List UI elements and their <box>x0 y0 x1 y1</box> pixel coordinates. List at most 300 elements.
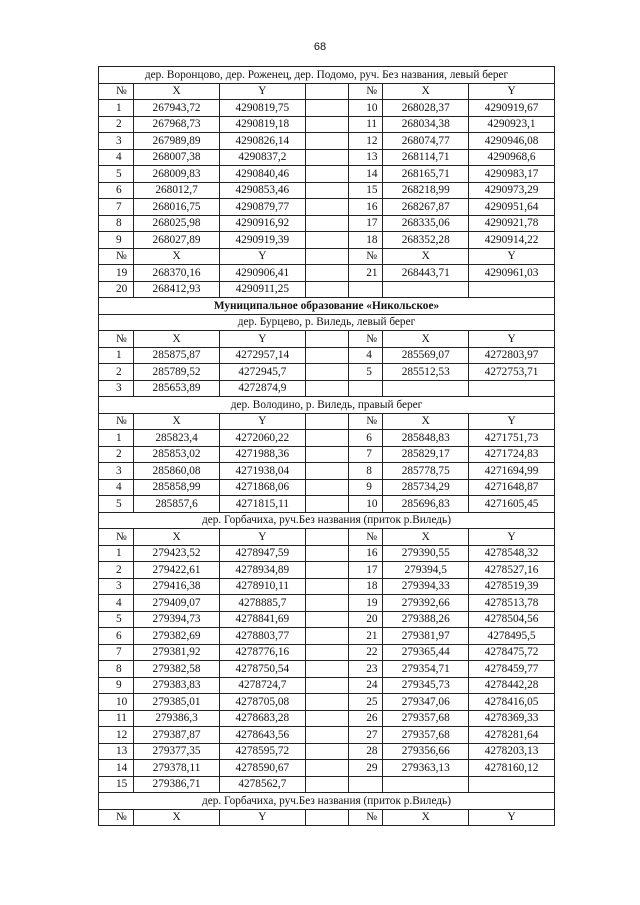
table-header-row <box>99 529 555 546</box>
y-coordinate: 4278705,08 <box>219 694 305 711</box>
table-row <box>99 133 555 150</box>
y-coordinate: 4290853,46 <box>219 182 305 199</box>
spacer-cell <box>305 644 348 661</box>
point-number: 8 <box>349 463 383 480</box>
y-coordinate: 4271815,11 <box>219 496 305 513</box>
x-coordinate: 279388,26 <box>383 611 469 628</box>
y-coordinate <box>469 380 555 397</box>
x-coordinate: 268074,77 <box>383 133 469 150</box>
x-coordinate: 279394,33 <box>383 578 469 595</box>
subsection-title-row <box>99 512 555 529</box>
y-coordinate: 4290914,22 <box>469 232 555 249</box>
y-coordinate: 4290819,75 <box>219 100 305 117</box>
point-number: 2 <box>99 446 134 463</box>
point-number: 5 <box>349 364 383 381</box>
y-coordinate: 4271605,45 <box>469 496 555 513</box>
table-header-row <box>99 83 555 100</box>
table-row <box>99 100 555 117</box>
y-coordinate: 4278595,72 <box>219 743 305 760</box>
spacer-cell <box>305 479 348 496</box>
x-coordinate: 279423,52 <box>134 545 220 562</box>
point-number: 8 <box>99 215 134 232</box>
point-number: 3 <box>99 578 134 595</box>
y-coordinate: 4278776,16 <box>219 644 305 661</box>
y-coordinate: 4278750,54 <box>219 661 305 678</box>
x-coordinate: 268012,7 <box>134 182 220 199</box>
header-y: Y <box>469 331 555 348</box>
table-row <box>99 446 555 463</box>
y-coordinate: 4278504,56 <box>469 611 555 628</box>
point-number: 16 <box>349 199 383 216</box>
point-number: 4 <box>99 595 134 612</box>
table-header-row <box>99 331 555 348</box>
header-x: X <box>383 83 469 100</box>
point-number: 8 <box>99 661 134 678</box>
point-number: 20 <box>349 611 383 628</box>
point-number: 1 <box>99 430 134 447</box>
point-number <box>349 380 383 397</box>
x-coordinate: 279382,69 <box>134 628 220 645</box>
x-coordinate: 268009,83 <box>134 166 220 183</box>
spacer-cell <box>305 545 348 562</box>
point-number: 7 <box>99 199 134 216</box>
y-coordinate: 4290879,77 <box>219 199 305 216</box>
y-coordinate: 4290840,46 <box>219 166 305 183</box>
spacer-cell <box>305 710 348 727</box>
spacer-cell <box>305 446 348 463</box>
x-coordinate: 279386,3 <box>134 710 220 727</box>
y-coordinate: 4272753,71 <box>469 364 555 381</box>
point-number: 14 <box>349 166 383 183</box>
table-row <box>99 364 555 381</box>
x-coordinate: 279354,71 <box>383 661 469 678</box>
spacer-cell <box>305 430 348 447</box>
header-x: X <box>134 83 220 100</box>
x-coordinate: 267968,73 <box>134 116 220 133</box>
x-coordinate: 285829,17 <box>383 446 469 463</box>
header-y: Y <box>469 413 555 430</box>
x-coordinate: 268114,71 <box>383 149 469 166</box>
y-coordinate: 4272060,22 <box>219 430 305 447</box>
spacer-cell <box>305 380 348 397</box>
x-coordinate: 285848,83 <box>383 430 469 447</box>
point-number <box>349 281 383 298</box>
subsection-title: дер. Володино, р. Виледь, правый берег <box>99 397 555 414</box>
header-x: X <box>134 809 220 826</box>
x-coordinate: 268027,89 <box>134 232 220 249</box>
section-title: Муниципальное образование «Никольское» <box>99 298 555 315</box>
header-x: X <box>383 248 469 265</box>
y-coordinate: 4290826,14 <box>219 133 305 150</box>
spacer-cell <box>305 364 348 381</box>
header-y: Y <box>219 413 305 430</box>
header-y: Y <box>219 331 305 348</box>
point-number: 7 <box>99 644 134 661</box>
x-coordinate: 285653,89 <box>134 380 220 397</box>
point-number: 22 <box>349 644 383 661</box>
spacer-cell <box>305 248 348 265</box>
table-row <box>99 562 555 579</box>
y-coordinate <box>469 281 555 298</box>
spacer-cell <box>305 265 348 282</box>
point-number: 10 <box>99 694 134 711</box>
x-coordinate: 268443,71 <box>383 265 469 282</box>
y-coordinate: 4271988,36 <box>219 446 305 463</box>
y-coordinate: 4278459,77 <box>469 661 555 678</box>
y-coordinate: 4278590,67 <box>219 760 305 777</box>
x-coordinate: 279382,58 <box>134 661 220 678</box>
y-coordinate: 4290946,08 <box>469 133 555 150</box>
point-number: 12 <box>99 727 134 744</box>
spacer-cell <box>305 215 348 232</box>
table-row <box>99 661 555 678</box>
point-number: 28 <box>349 743 383 760</box>
point-number: 15 <box>349 182 383 199</box>
subsection-title-row <box>99 67 555 84</box>
table-row <box>99 149 555 166</box>
y-coordinate: 4290983,17 <box>469 166 555 183</box>
coordinates-table-body <box>99 67 555 826</box>
x-coordinate: 279392,66 <box>383 595 469 612</box>
y-coordinate: 4278475,72 <box>469 644 555 661</box>
point-number: 11 <box>349 116 383 133</box>
x-coordinate: 268034,38 <box>383 116 469 133</box>
spacer-cell <box>305 611 348 628</box>
spacer-cell <box>305 743 348 760</box>
table-row <box>99 215 555 232</box>
x-coordinate: 279377,35 <box>134 743 220 760</box>
point-number: 18 <box>349 232 383 249</box>
spacer-cell <box>305 133 348 150</box>
table-row <box>99 347 555 364</box>
header-no: № <box>349 83 383 100</box>
point-number: 10 <box>349 100 383 117</box>
table-row <box>99 578 555 595</box>
point-number: 1 <box>99 545 134 562</box>
table-row <box>99 611 555 628</box>
spacer-cell <box>305 166 348 183</box>
x-coordinate: 279357,68 <box>383 710 469 727</box>
y-coordinate: 4278519,39 <box>469 578 555 595</box>
point-number <box>349 776 383 793</box>
point-number: 1 <box>99 347 134 364</box>
spacer-cell <box>305 100 348 117</box>
spacer-cell <box>305 595 348 612</box>
point-number: 24 <box>349 677 383 694</box>
table-row <box>99 644 555 661</box>
header-x: X <box>134 248 220 265</box>
y-coordinate: 4290819,18 <box>219 116 305 133</box>
y-coordinate: 4278934,89 <box>219 562 305 579</box>
header-no: № <box>99 331 134 348</box>
header-no: № <box>99 248 134 265</box>
point-number: 11 <box>99 710 134 727</box>
x-coordinate: 268025,98 <box>134 215 220 232</box>
point-number: 21 <box>349 265 383 282</box>
y-coordinate: 4278160,12 <box>469 760 555 777</box>
y-coordinate: 4290961,03 <box>469 265 555 282</box>
point-number: 16 <box>349 545 383 562</box>
spacer-cell <box>305 694 348 711</box>
table-row <box>99 199 555 216</box>
x-coordinate: 279385,01 <box>134 694 220 711</box>
x-coordinate: 279394,73 <box>134 611 220 628</box>
y-coordinate: 4278369,33 <box>469 710 555 727</box>
y-coordinate: 4278416,05 <box>469 694 555 711</box>
spacer-cell <box>305 578 348 595</box>
coordinates-table <box>98 66 555 826</box>
y-coordinate: 4290973,29 <box>469 182 555 199</box>
y-coordinate: 4278803,77 <box>219 628 305 645</box>
y-coordinate: 4290906,41 <box>219 265 305 282</box>
y-coordinate: 4290919,39 <box>219 232 305 249</box>
table-row <box>99 116 555 133</box>
y-coordinate: 4272957,14 <box>219 347 305 364</box>
x-coordinate: 268267,87 <box>383 199 469 216</box>
x-coordinate: 285860,08 <box>134 463 220 480</box>
point-number: 5 <box>99 611 134 628</box>
y-coordinate: 4290919,67 <box>469 100 555 117</box>
x-coordinate: 279386,71 <box>134 776 220 793</box>
x-coordinate: 285778,75 <box>383 463 469 480</box>
point-number: 6 <box>349 430 383 447</box>
x-coordinate: 279409,07 <box>134 595 220 612</box>
spacer-cell <box>305 331 348 348</box>
point-number: 20 <box>99 281 134 298</box>
header-x: X <box>383 809 469 826</box>
point-number: 1 <box>99 100 134 117</box>
y-coordinate: 4278527,16 <box>469 562 555 579</box>
point-number: 15 <box>99 776 134 793</box>
y-coordinate: 4278724,7 <box>219 677 305 694</box>
x-coordinate: 285789,52 <box>134 364 220 381</box>
header-y: Y <box>219 529 305 546</box>
x-coordinate: 279383,83 <box>134 677 220 694</box>
y-coordinate: 4278442,28 <box>469 677 555 694</box>
x-coordinate <box>383 776 469 793</box>
y-coordinate: 4278281,64 <box>469 727 555 744</box>
x-coordinate: 279345,73 <box>383 677 469 694</box>
header-x: X <box>383 331 469 348</box>
x-coordinate: 268016,75 <box>134 199 220 216</box>
header-y: Y <box>219 248 305 265</box>
point-number: 3 <box>99 463 134 480</box>
table-row <box>99 694 555 711</box>
x-coordinate: 268335,06 <box>383 215 469 232</box>
header-x: X <box>134 331 220 348</box>
y-coordinate: 4278683,28 <box>219 710 305 727</box>
header-no: № <box>99 413 134 430</box>
header-x: X <box>383 413 469 430</box>
x-coordinate: 279387,87 <box>134 727 220 744</box>
point-number: 2 <box>99 364 134 381</box>
spacer-cell <box>305 628 348 645</box>
header-no: № <box>349 413 383 430</box>
x-coordinate: 279394,5 <box>383 562 469 579</box>
y-coordinate: 4278885,7 <box>219 595 305 612</box>
spacer-cell <box>305 413 348 430</box>
x-coordinate: 285696,83 <box>383 496 469 513</box>
header-no: № <box>99 83 134 100</box>
table-row <box>99 595 555 612</box>
point-number: 4 <box>99 149 134 166</box>
point-number: 3 <box>99 380 134 397</box>
table-row <box>99 232 555 249</box>
header-x: X <box>134 413 220 430</box>
spacer-cell <box>305 809 348 826</box>
y-coordinate: 4271694,99 <box>469 463 555 480</box>
spacer-cell <box>305 562 348 579</box>
point-number: 13 <box>349 149 383 166</box>
point-number: 29 <box>349 760 383 777</box>
spacer-cell <box>305 199 348 216</box>
x-coordinate: 268165,71 <box>383 166 469 183</box>
point-number: 21 <box>349 628 383 645</box>
table-row <box>99 628 555 645</box>
table-row <box>99 727 555 744</box>
point-number: 10 <box>349 496 383 513</box>
point-number: 6 <box>99 628 134 645</box>
header-no: № <box>99 529 134 546</box>
x-coordinate: 279363,13 <box>383 760 469 777</box>
table-row <box>99 496 555 513</box>
subsection-title-row <box>99 793 555 810</box>
point-number: 19 <box>99 265 134 282</box>
header-x: X <box>383 529 469 546</box>
table-row <box>99 677 555 694</box>
y-coordinate: 4272874,9 <box>219 380 305 397</box>
point-number: 2 <box>99 562 134 579</box>
header-no: № <box>349 248 383 265</box>
y-coordinate: 4290951,64 <box>469 199 555 216</box>
page-number: 68 <box>313 41 327 53</box>
x-coordinate: 279357,68 <box>383 727 469 744</box>
y-coordinate <box>469 776 555 793</box>
y-coordinate: 4278562,7 <box>219 776 305 793</box>
point-number: 3 <box>99 133 134 150</box>
spacer-cell <box>305 677 348 694</box>
table-row <box>99 710 555 727</box>
y-coordinate: 4278495,5 <box>469 628 555 645</box>
header-x: X <box>134 529 220 546</box>
x-coordinate: 279365,44 <box>383 644 469 661</box>
spacer-cell <box>305 463 348 480</box>
point-number: 25 <box>349 694 383 711</box>
table-row <box>99 479 555 496</box>
point-number: 9 <box>99 232 134 249</box>
y-coordinate: 4278947,59 <box>219 545 305 562</box>
spacer-cell <box>305 149 348 166</box>
y-coordinate: 4271938,04 <box>219 463 305 480</box>
y-coordinate: 4272945,7 <box>219 364 305 381</box>
y-coordinate: 4278548,32 <box>469 545 555 562</box>
section-title-row <box>99 298 555 315</box>
table-row <box>99 776 555 793</box>
x-coordinate: 268412,93 <box>134 281 220 298</box>
y-coordinate: 4278513,78 <box>469 595 555 612</box>
table-row <box>99 380 555 397</box>
spacer-cell <box>305 281 348 298</box>
table-header-row <box>99 248 555 265</box>
spacer-cell <box>305 116 348 133</box>
header-no: № <box>349 331 383 348</box>
subsection-title: дер. Бурцево, р. Виледь, левый берег <box>99 314 555 331</box>
spacer-cell <box>305 232 348 249</box>
header-y: Y <box>219 809 305 826</box>
table-row <box>99 463 555 480</box>
x-coordinate: 268007,38 <box>134 149 220 166</box>
header-y: Y <box>469 809 555 826</box>
header-y: Y <box>469 529 555 546</box>
y-coordinate: 4278841,69 <box>219 611 305 628</box>
x-coordinate: 279422,61 <box>134 562 220 579</box>
table-row <box>99 430 555 447</box>
y-coordinate: 4271724,83 <box>469 446 555 463</box>
x-coordinate: 285823,4 <box>134 430 220 447</box>
table-header-row <box>99 809 555 826</box>
x-coordinate: 268352,28 <box>383 232 469 249</box>
x-coordinate <box>383 281 469 298</box>
y-coordinate: 4278910,11 <box>219 578 305 595</box>
spacer-cell <box>305 776 348 793</box>
x-coordinate: 279347,06 <box>383 694 469 711</box>
spacer-cell <box>305 347 348 364</box>
table-row <box>99 265 555 282</box>
point-number: 12 <box>349 133 383 150</box>
header-no: № <box>349 809 383 826</box>
point-number: 18 <box>349 578 383 595</box>
x-coordinate: 268218,99 <box>383 182 469 199</box>
x-coordinate: 279381,97 <box>383 628 469 645</box>
subsection-title: дер. Воронцово, дер. Роженец, дер. Подомо, руч. Без названия, левый берег <box>99 67 555 84</box>
point-number: 9 <box>349 479 383 496</box>
x-coordinate: 279390,55 <box>383 545 469 562</box>
point-number: 13 <box>99 743 134 760</box>
x-coordinate: 279381,92 <box>134 644 220 661</box>
table-row <box>99 166 555 183</box>
y-coordinate: 4278203,13 <box>469 743 555 760</box>
y-coordinate: 4272803,97 <box>469 347 555 364</box>
x-coordinate: 268370,16 <box>134 265 220 282</box>
spacer-cell <box>305 182 348 199</box>
point-number: 4 <box>99 479 134 496</box>
point-number: 2 <box>99 116 134 133</box>
x-coordinate <box>383 380 469 397</box>
point-number: 5 <box>99 496 134 513</box>
x-coordinate: 285857,6 <box>134 496 220 513</box>
point-number: 5 <box>99 166 134 183</box>
header-no: № <box>349 529 383 546</box>
spacer-cell <box>305 496 348 513</box>
table-row <box>99 281 555 298</box>
y-coordinate: 4271868,06 <box>219 479 305 496</box>
point-number: 27 <box>349 727 383 744</box>
x-coordinate: 285734,29 <box>383 479 469 496</box>
header-y: Y <box>469 83 555 100</box>
point-number: 23 <box>349 661 383 678</box>
x-coordinate: 285569,07 <box>383 347 469 364</box>
x-coordinate: 267943,72 <box>134 100 220 117</box>
y-coordinate: 4290923,1 <box>469 116 555 133</box>
table-header-row <box>99 413 555 430</box>
point-number: 17 <box>349 215 383 232</box>
table-row <box>99 545 555 562</box>
point-number: 26 <box>349 710 383 727</box>
point-number: 6 <box>99 182 134 199</box>
y-coordinate: 4290911,25 <box>219 281 305 298</box>
spacer-cell <box>305 727 348 744</box>
header-no: № <box>99 809 134 826</box>
